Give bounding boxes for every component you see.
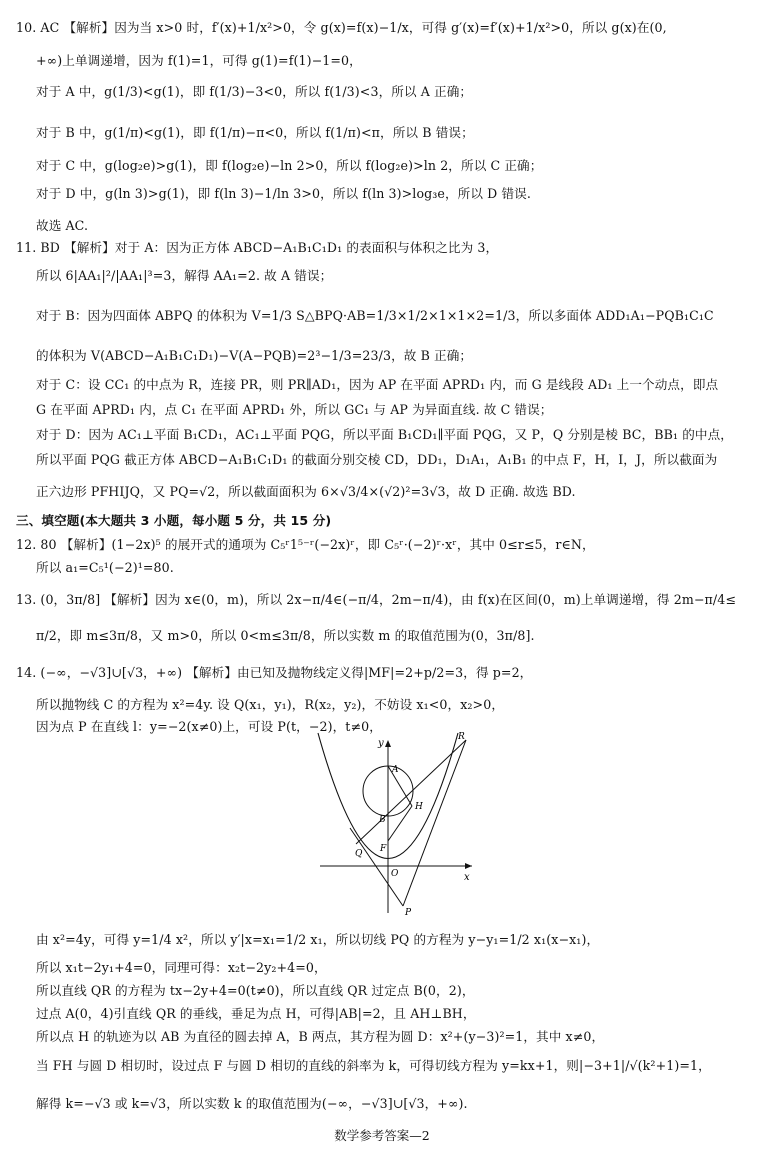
label-p: P bbox=[405, 908, 412, 918]
solution-line: 过点 A(0，4)引直线 QR 的垂线，垂足为点 H，可得|AB|=2，且 AH⊥BH， bbox=[36, 1006, 476, 1021]
parabola-figure bbox=[300, 728, 480, 918]
solution-line: 故选 AC. bbox=[36, 218, 89, 233]
label-y: y bbox=[378, 738, 384, 749]
solution-line: 因为点 P 在直线 l：y=−2(x≠0)上，可设 P(t，−2)，t≠0， bbox=[36, 719, 382, 734]
solution-line: 12. 80 【解析】(1−2x)⁵ 的展开式的通项为 C₅ʳ1⁵⁻ʳ(−2x)ʳ，即 C₅ʳ·(−2)ʳ·xʳ，其中 0≤r≤5，r∈N， bbox=[16, 537, 595, 552]
label-r: R bbox=[458, 732, 465, 742]
solution-line: 所以平面 PQG 截正方体 ABCD−A₁B₁C₁D₁ 的截面分别交棱 CD，DD₁，D₁A₁，A₁B₁ 的中点 F，H，I，J，所以截面为 bbox=[36, 452, 718, 467]
solution-line: 的体积为 V(ABCD−A₁B₁C₁D₁)−V(A−PQB)=2³−1/3=23/3，故 B 正确； bbox=[36, 348, 473, 363]
solution-line: 所以直线 QR 的方程为 tx−2y+4=0(t≠0)，所以直线 QR 过定点 B(0，2)， bbox=[36, 983, 475, 998]
tangent-pr bbox=[403, 740, 466, 906]
solution-line: π/2，即 m≤3π/8，又 m>0，所以 0<m≤3π/8，所以实数 m 的取值范围为(0，3π/8]. bbox=[36, 628, 535, 643]
solution-line: 对于 C：设 CC₁ 的中点为 R，连接 PR，则 PR∥AD₁，因为 AP 在平面 APRD₁ 内，而 G 是线段 AD₁ 上一个动点，即点 bbox=[36, 377, 719, 392]
label-x: x bbox=[464, 872, 470, 883]
solution-line: +∞)上单调递增，因为 f(1)=1，可得 g(1)=f(1)−1=0， bbox=[36, 53, 362, 68]
label-h: H bbox=[415, 802, 423, 812]
solution-line: 对于 A 中，g(1/3)<g(1)，即 f(1/3)−3<0，所以 f(1/3)<3，所以 A 正确； bbox=[36, 84, 473, 99]
solution-line: 当 FH 与圆 D 相切时，设过点 F 与圆 D 相切的直线的斜率为 k，可得切线方程为 y=kx+1，则|−3+1|/√(k²+1)=1， bbox=[36, 1058, 711, 1073]
label-a: A bbox=[392, 765, 399, 775]
solution-line: 对于 C 中，g(log₂e)>g(1)，即 f(log₂e)−ln 2>0，所以 f(log₂e)>ln 2，所以 C 正确； bbox=[36, 158, 543, 173]
x-axis-arrow bbox=[465, 863, 472, 869]
solution-line: 所以点 H 的轨迹为以 AB 为直径的圆去掉 A，B 两点，其方程为圆 D：x²+(y−3)²=1，其中 x≠0， bbox=[36, 1029, 605, 1044]
solution-line: 所以抛物线 C 的方程为 x²=4y. 设 Q(x₁，y₁)，R(x₂，y₂)，不妨设 x₁<0，x₂>0， bbox=[36, 697, 505, 712]
solution-line: 对于 D 中，g(ln 3)>g(1)，即 f(ln 3)−1/ln 3>0，所以 f(ln 3)>log₃e，所以 D 错误. bbox=[36, 186, 531, 201]
solution-line: 由 x²=4y，可得 y=1/4 x²，所以 y′|x=x₁=1/2 x₁，所以切线 PQ 的方程为 y−y₁=1/2 x₁(x−x₁)， bbox=[36, 932, 600, 947]
label-f: F bbox=[380, 844, 387, 854]
solution-line: 对于 D：因为 AC₁⊥平面 B₁CD₁，AC₁⊥平面 PQG，所以平面 B₁CD₁∥平面 PQG，又 P，Q 分别是棱 BC，BB₁ 的中点， bbox=[36, 427, 733, 442]
solution-line: 对于 B 中，g(1/π)<g(1)，即 f(1/π)−π<0，所以 f(1/π)<π，所以 B 错误； bbox=[36, 125, 474, 140]
label-o: O bbox=[391, 869, 399, 879]
line-fh bbox=[388, 806, 412, 841]
tangent-pq bbox=[350, 828, 403, 906]
label-q: Q bbox=[355, 849, 363, 859]
solution-line: 14. (−∞，−√3]∪[√3，+∞) 【解析】由已知及抛物线定义得|MF|=2+p/2=3，得 p=2， bbox=[16, 665, 533, 680]
solution-line: 解得 k=−√3 或 k=√3，所以实数 k 的取值范围为(−∞，−√3]∪[√3，+∞). bbox=[36, 1096, 468, 1111]
solution-line: 13. (0，3π/8] 【解析】因为 x∈(0，m)，所以 2x−π/4∈(−π/4，2m−π/4)，由 f(x)在区间(0，m)上单调递增，得 2m−π/4≤ bbox=[16, 592, 737, 607]
solution-line: 10. AC 【解析】因为当 x>0 时，f′(x)+1/x²>0，令 g(x)=f(x)−1/x，可得 g′(x)=f′(x)+1/x²>0，所以 g(x)在(0, bbox=[16, 20, 667, 35]
y-axis-arrow bbox=[385, 740, 391, 747]
solution-line: 所以 a₁=C₅¹(−2)¹=80. bbox=[36, 560, 174, 575]
solution-line: G 在平面 APRD₁ 内，点 C₁ 在平面 APRD₁ 外，所以 GC₁ 与 AP 为异面直线. 故 C 错误； bbox=[36, 402, 553, 417]
solution-line: 11. BD 【解析】对于 A：因为正方体 ABCD−A₁B₁C₁D₁ 的表面积与体积之比为 3， bbox=[16, 240, 499, 255]
label-b: B bbox=[379, 815, 386, 825]
line-qr bbox=[356, 740, 466, 844]
solution-line: 所以 6|AA₁|²/|AA₁|³=3，解得 AA₁=2. 故 A 错误； bbox=[36, 268, 333, 283]
page-footer: 数学参考答案—2 bbox=[334, 1128, 430, 1143]
solution-line: 三、填空题(本大题共 3 小题，每小题 5 分，共 15 分) bbox=[16, 513, 332, 528]
solution-line: 所以 x₁t−2y₁+4=0，同理可得：x₂t−2y₂+4=0， bbox=[36, 960, 327, 975]
solution-line: 对于 B：因为四面体 ABPQ 的体积为 V=1/3 S△BPQ·AB=1/3×1/2×1×1×2=1/3，所以多面体 ADD₁A₁−PQB₁C₁C bbox=[36, 308, 714, 323]
solution-line: 正六边形 PFHIJQ，又 PQ=√2，所以截面面积为 6×√3/4×(√2)²=3√3，故 D 正确. 故选 BD. bbox=[36, 484, 576, 499]
